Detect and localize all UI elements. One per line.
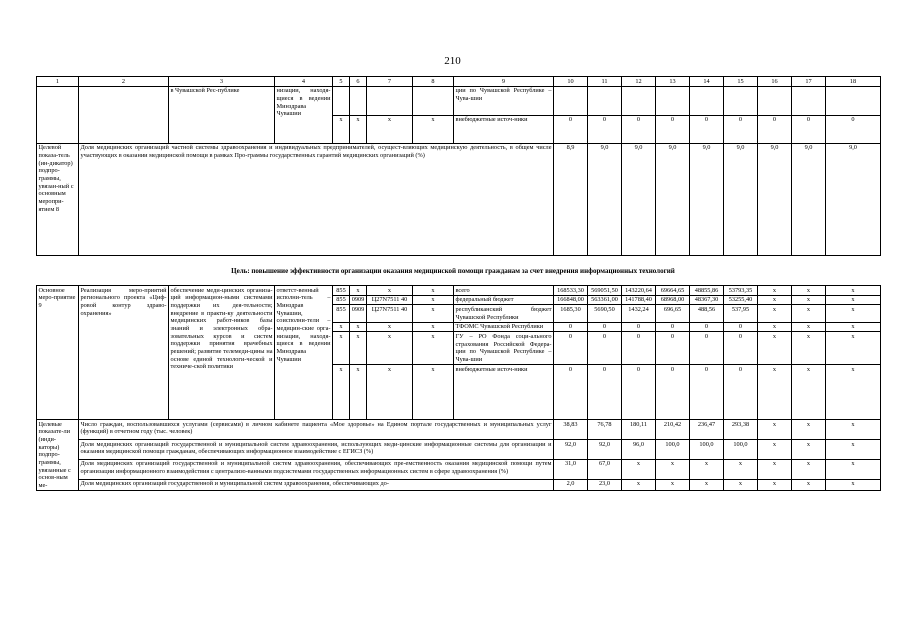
funding-source: ТФОМС Чувашской Республики [454,322,554,332]
code-cell: x [367,365,413,420]
responsible-executor: ответст-венный исполни-тель – Минздрав Чувашии, соисполни-тели – медицин-ские орга-низации, находя-щиеся в ведении Минздрава Чувашии [275,286,333,420]
value-cell: 31,0 [554,459,588,479]
value-cell: 48367,30 [690,295,724,305]
value-cell: x [758,322,792,332]
value-cell: 9,0 [792,143,826,255]
page-number: 210 [444,55,461,67]
measure-description: в Чувашской Рес-публике [169,86,275,143]
value-cell: x [622,479,656,490]
value-cell: x [826,286,881,296]
value-cell: 236,47 [690,420,724,440]
code-cell: 855 [333,295,350,305]
code-cell: x [333,365,350,420]
code-cell: 855 [333,286,350,296]
value-cell: 0 [724,365,758,420]
code-cell: 855 [333,305,350,322]
target-indicator-row [37,479,881,490]
value-cell: x [826,479,881,490]
value-cell: 96,0 [622,440,656,460]
value-cell: 293,38 [724,420,758,440]
value-cell: 0 [758,115,792,143]
target-text: Доля медицинских организаций частной системы здравоохранения и индивидуальных предпринимателей, осущест-вляющих медицинскую деятельность, в общем числе участвующих в оказании медицинской помощи в рамках Про-граммы государственных гарантий медицинских организаций (%) [79,143,554,255]
target-indicator-row [37,459,881,479]
value-cell: 2,0 [554,479,588,490]
code-cell: x [350,332,367,365]
code-cell: x [350,365,367,420]
value-cell: 9,0 [690,143,724,255]
value-cell: 23,0 [588,479,622,490]
value-cell: 5690,50 [588,305,622,322]
value-cell: x [792,332,826,365]
value-cell: x [724,479,758,490]
code-cell: Ц27N7511 40 [367,305,413,322]
value-cell: 0 [724,115,758,143]
code-cell: x [413,305,454,322]
table-row [37,86,881,115]
funding-source: всего [454,286,554,296]
col-header: 16 [758,77,792,87]
value-cell: 69664,65 [656,286,690,296]
code-cell: x [413,322,454,332]
value-cell: x [792,295,826,305]
value-cell: 0 [656,365,690,420]
value-cell: x [758,479,792,490]
value-cell: x [826,322,881,332]
activity-description: обеспечение меди-цинских организа-ций информацион-ными системами поддержки их дея-тельности; внедрение в практи-ку деятельности медицинских работ-ников базы знаний и электронных обра-зовательных курсов и систем поддержки принятия врачебных решений; развитие телемеди-цины на основе единой технологи-ческой и техниче-ской политики [169,286,275,420]
activity-name: Реализация меро-приятий регионального проекта «Циф-ровой контур здраво-охранения» [79,286,169,420]
code-cell: x [350,286,367,296]
value-cell: 0 [588,322,622,332]
funding-source: республиканский бюджет Чувашской Республики [455,305,552,321]
value-cell: 0 [622,115,656,143]
value-cell: x [792,479,826,490]
value-cell: x [622,459,656,479]
budget-table-top [36,76,881,256]
value-cell: x [792,459,826,479]
funding-source: внебюджетные источ-ники [454,365,554,420]
value-cell: x [826,420,881,440]
col-header: 15 [724,77,758,87]
value-cell: 0 [792,115,826,143]
value-cell: 0 [554,332,588,365]
column-header-row [37,77,881,87]
value-cell: 9,0 [588,143,622,255]
value-cell: 0 [690,365,724,420]
code-cell: x [367,286,413,296]
col-header: 4 [275,77,333,87]
col-header: 3 [169,77,275,87]
code-cell: x [350,115,367,143]
responsible-executor: низации, находя-щиеся в ведении Минздрава Чувашии [275,86,333,143]
value-cell: x [792,305,826,322]
funding-source: внебюджетные источ-ники [454,115,554,143]
col-header: 12 [622,77,656,87]
value-cell: x [758,440,792,460]
target-label: Целевые показате-ли (инди-каторы) подпро-граммы, увязанные с основ-ным ме- [37,420,79,491]
value-cell: 0 [622,322,656,332]
value-cell: 1685,30 [554,305,588,322]
value-cell: x [826,459,881,479]
col-header: 9 [454,77,554,87]
activity-label: Основное меро-приятие 9 [37,286,79,420]
value-cell: 0 [622,332,656,365]
value-cell: 100,0 [690,440,724,460]
target-text: Число граждан, воспользовавшихся услугами (сервисами) в личном кабинете пациента «Мое здоровье» на Едином портале государственных и муниципальных услуг (функций) в отчетном году (тыс. человек) [79,420,554,440]
value-cell: 100,0 [656,440,690,460]
value-cell: 68968,00 [656,295,690,305]
value-cell: x [826,440,881,460]
value-cell: x [758,286,792,296]
code-cell: x [413,332,454,365]
value-cell: 488,56 [690,305,724,322]
code-cell: x [413,286,454,296]
target-label: Целевой показа-тель (ин-дикатор) подпро-граммы, увязан-ный с основным меропри-ятием 8 [37,143,79,255]
target-indicator-row [37,440,881,460]
target-text: Доля медицинских организаций государственной и муниципальной систем здравоохранения, обеспечивающих пре-емственность оказания медицинской помощи путем организации информационного взаимодействия с централизо-ванными подсистемами государственных информационных систем в сфере здравоохранения (%) [79,459,554,479]
value-cell: x [826,305,881,322]
funding-source: федеральный бюджет [454,295,554,305]
target-text: Доля медицинских организаций государственной и муниципальной систем здравоохранения, обеспечивающих до- [79,479,554,490]
value-cell: x [690,479,724,490]
value-cell: 0 [656,332,690,365]
value-cell: 9,0 [724,143,758,255]
value-cell: x [758,459,792,479]
code-cell: x [350,322,367,332]
code-cell: x [367,322,413,332]
value-cell: 0 [690,115,724,143]
value-cell: x [656,479,690,490]
value-cell: 0 [826,115,881,143]
value-cell: x [758,420,792,440]
target-text: Доля медицинских организаций государственной и муниципальной систем здравоохранения, использующих меди-цинские информационные системы для организации и оказания медицинской помощи гражданам, обеспечивающих информационное взаимодействие с ЕГИСЗ (%) [79,440,554,460]
goal-heading: Цель: повышение эффективности организации оказания медицинской помощи гражданам за счет внедрения информационных технологий [231,267,675,275]
value-cell: x [758,295,792,305]
value-cell: 53793,35 [724,286,758,296]
value-cell: 537,95 [724,305,758,322]
value-cell: 48855,86 [690,286,724,296]
funding-source: ГУ – РО Фонда соци-ального страхования Российской Федера-ции по Чувашской Республике – Чува-шии [455,332,552,363]
value-cell: 67,0 [588,459,622,479]
funding-source: ции по Чувашской Республике – Чува-шии [454,86,554,115]
col-header: 18 [826,77,881,87]
value-cell: 0 [724,332,758,365]
value-cell: x [792,440,826,460]
target-indicator-row [37,143,881,255]
value-cell: x [792,286,826,296]
code-cell: x [413,365,454,420]
code-cell: x [367,332,413,365]
value-cell: 92,0 [588,440,622,460]
value-cell: 143220,64 [622,286,656,296]
col-header: 11 [588,77,622,87]
value-cell: x [792,322,826,332]
value-cell: 141788,40 [622,295,656,305]
value-cell: 0 [554,322,588,332]
value-cell: x [724,459,758,479]
value-cell: x [826,295,881,305]
value-cell: x [758,365,792,420]
col-header: 2 [79,77,169,87]
table-row [37,286,881,296]
value-cell: x [690,459,724,479]
col-header: 1 [37,77,79,87]
col-header: 7 [367,77,413,87]
value-cell: 0 [656,115,690,143]
value-cell: 8,9 [554,143,588,255]
code-cell: Ц27N7511 40 [367,295,413,305]
col-header: 8 [413,77,454,87]
col-header: 6 [350,77,367,87]
col-header: 14 [690,77,724,87]
code-cell: x [333,332,350,365]
value-cell: 0 [588,365,622,420]
value-cell: 53255,40 [724,295,758,305]
value-cell: 0 [554,115,588,143]
value-cell: x [826,365,881,420]
value-cell: 76,78 [588,420,622,440]
value-cell: 92,0 [554,440,588,460]
value-cell: 569051,50 [588,286,622,296]
value-cell: 210,42 [656,420,690,440]
code-cell: x [413,295,454,305]
target-indicator-row [37,420,881,440]
value-cell: 9,0 [826,143,881,255]
value-cell: 563361,00 [588,295,622,305]
value-cell: 9,0 [622,143,656,255]
col-header: 17 [792,77,826,87]
value-cell: 0 [690,322,724,332]
value-cell: 166848,00 [554,295,588,305]
value-cell: x [758,305,792,322]
value-cell: 0 [588,115,622,143]
value-cell: 0 [554,365,588,420]
value-cell: 168533,30 [554,286,588,296]
value-cell: 1432,24 [622,305,656,322]
value-cell: 696,65 [656,305,690,322]
value-cell: 180,11 [622,420,656,440]
value-cell: 0 [690,332,724,365]
value-cell: x [656,459,690,479]
col-header: 5 [333,77,350,87]
value-cell: 100,0 [724,440,758,460]
value-cell: 38,83 [554,420,588,440]
code-cell: x [413,115,454,143]
code-cell: x [333,115,350,143]
value-cell: 0 [588,332,622,365]
value-cell: 0 [622,365,656,420]
code-cell: 0909 [350,305,367,322]
value-cell: x [826,332,881,365]
col-header: 13 [656,77,690,87]
value-cell: x [792,365,826,420]
code-cell: 0909 [350,295,367,305]
value-cell: 9,0 [656,143,690,255]
value-cell: x [792,420,826,440]
value-cell: 9,0 [758,143,792,255]
col-header: 10 [554,77,588,87]
value-cell: x [758,332,792,365]
value-cell: 0 [656,322,690,332]
code-cell: x [333,322,350,332]
budget-table-bottom [36,285,881,491]
value-cell: 0 [724,322,758,332]
code-cell: x [367,115,413,143]
